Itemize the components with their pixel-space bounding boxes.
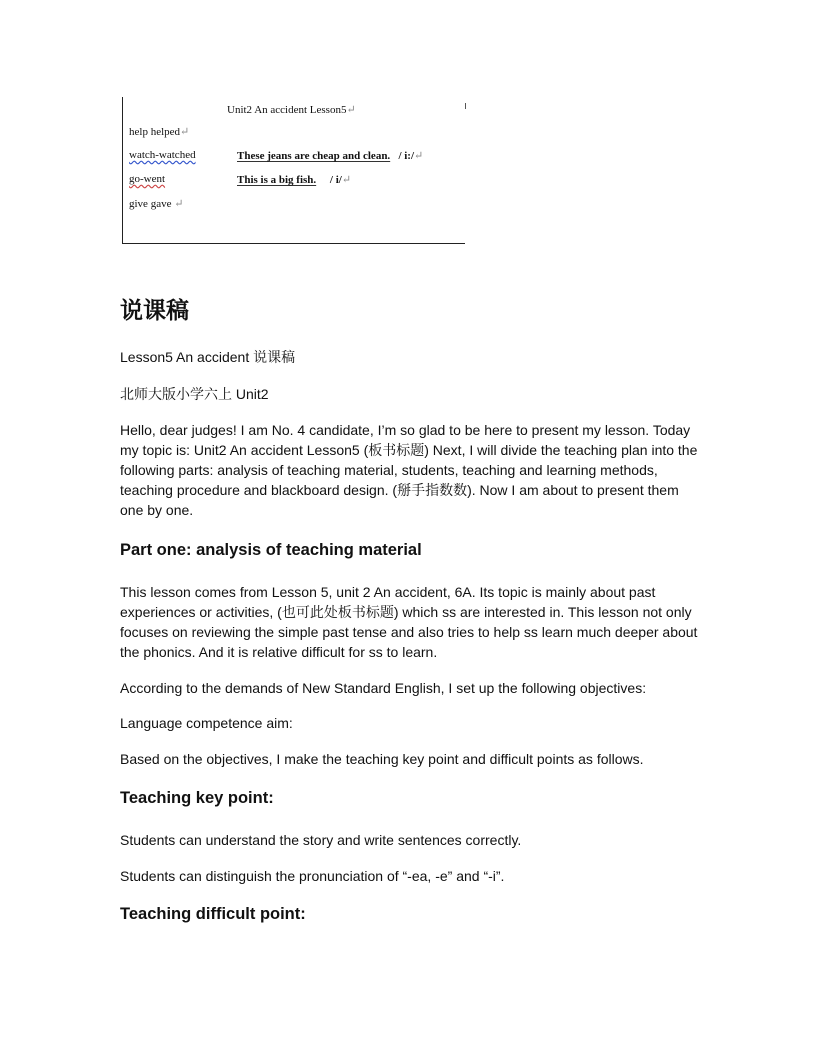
lesson-title: Lesson5 An accident 说课稿 [120, 349, 296, 365]
board-phonics-line [237, 149, 423, 162]
key-point-heading: Teaching key point: [120, 789, 274, 807]
main-heading: 说课稿 [120, 298, 189, 324]
part-one-heading: Part one: analysis of teaching material [120, 541, 422, 559]
board-verb-line [129, 197, 183, 210]
blackboard-title [227, 103, 356, 116]
book-info: 北师大版小学六上 Unit2 [120, 386, 269, 402]
paragraph-mark-icon: ↵ [180, 126, 190, 138]
board-phonetic: / i:/ [398, 150, 415, 162]
intro-paragraph: Hello, dear judges! I am No. 4 candidate, I’m so glad to be here to present my lesson. Today my topic is: Unit2 An accident Lesson5 (板书标题) Next, I will divide the teaching plan into the following parts: analysis of teaching material, students, teaching and learning methods, teaching procedure and blackboard design. (掰手指数数). Now I am about to present them one by one. [120, 422, 698, 518]
paragraph-mark-icon: ↵ [341, 174, 352, 186]
board-verb-text: go-went [129, 173, 166, 185]
board-phonetic: / i/ [329, 174, 342, 186]
paragraph-mark-icon: ↵ [346, 104, 356, 116]
key-point-item: Students can understand the story and write sentences correctly. [120, 832, 522, 848]
objectives-paragraph: According to the demands of New Standard English, I set up the following objectives: [120, 680, 647, 696]
blackboard-design-image [122, 97, 465, 244]
language-aim-paragraph: Language competence aim: [120, 715, 293, 731]
difficult-point-heading: Teaching difficult point: [120, 905, 306, 923]
divider [465, 103, 466, 109]
board-sentence: This is a big fish. [237, 174, 317, 186]
paragraph-mark-icon: ↵ [414, 150, 424, 162]
board-phonics-line [237, 173, 351, 186]
board-verb-line [129, 173, 165, 185]
key-points-intro-paragraph: Based on the objectives, I make the teaching key point and difficult points as follows. [120, 751, 644, 767]
board-verb-text: help helped [129, 126, 181, 138]
paragraph-mark-icon: ↵ [171, 198, 184, 210]
board-verb-line [129, 149, 196, 161]
board-sentence: These jeans are cheap and clean. [237, 150, 391, 162]
blackboard-title-text: Unit2 An accident Lesson5 [227, 104, 347, 116]
board-verb-line [129, 125, 189, 138]
part-one-paragraph: This lesson comes from Lesson 5, unit 2 An accident, 6A. Its topic is mainly about past experiences or activities, (也可此处板书标题) which ss are interested in. This lesson not only focuses on reviewing the simple past tense and also tries to help ss learn much deeper about the phonics. And it is relative difficult for ss to learn. [120, 584, 698, 660]
board-verb-text: give gave [129, 198, 172, 210]
board-verb-text: watch-watched [129, 149, 196, 161]
key-point-item: Students can distinguish the pronunciation of “-ea, -e” and “-i”. [120, 868, 505, 884]
